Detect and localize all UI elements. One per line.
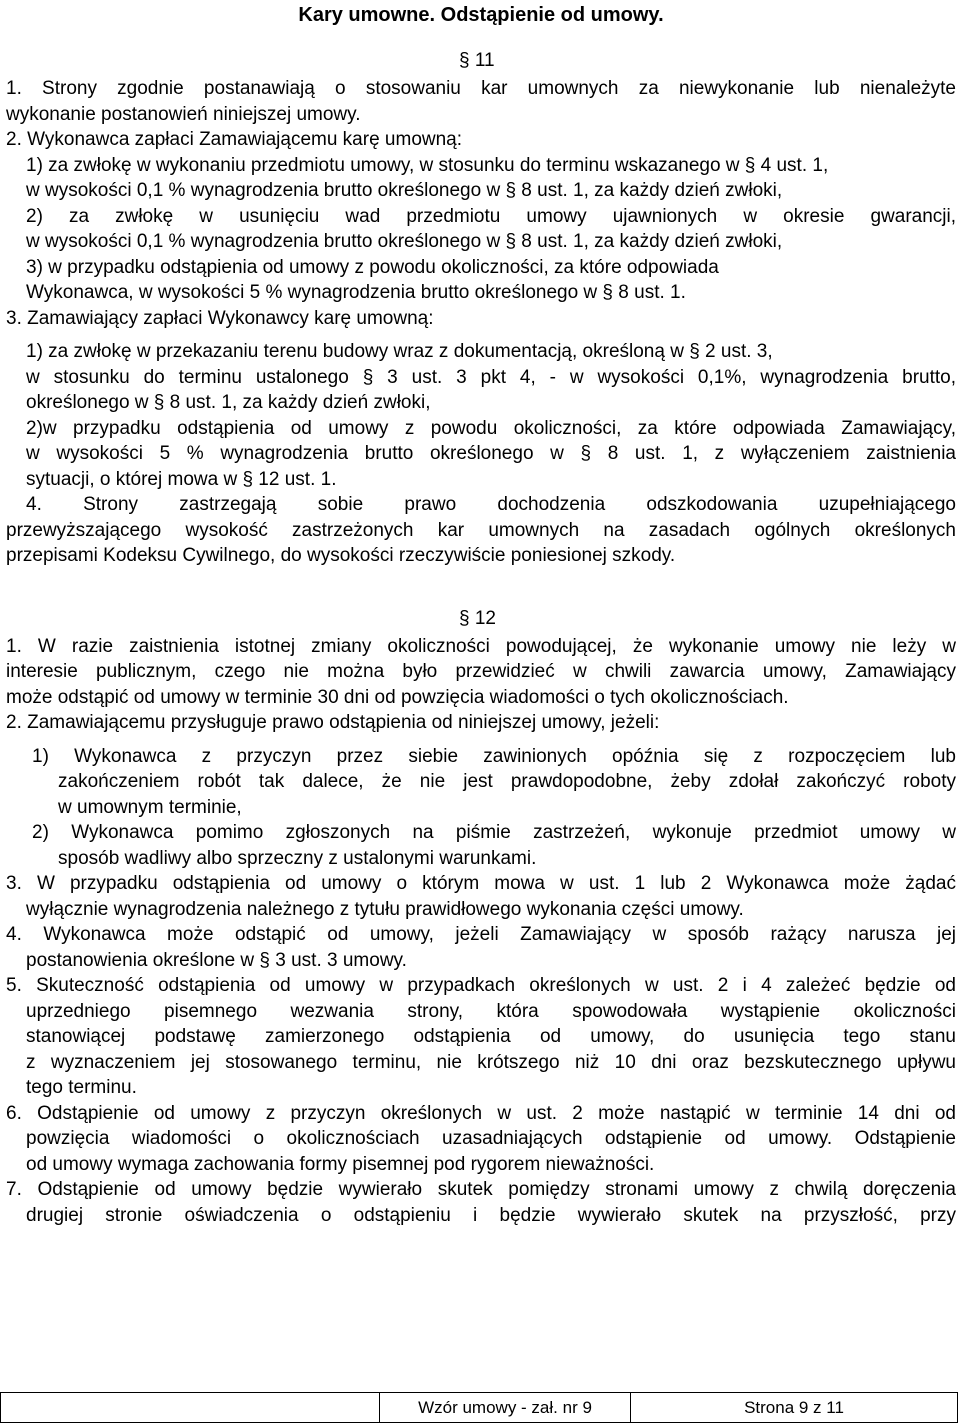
- section-12-body: [6, 634, 956, 1229]
- text-line: w wysokości 0,1 % wynagrodzenia brutto określonego w § 8 ust. 1, za każdy dzień zwłoki,: [26, 180, 783, 201]
- text-line: wykonanie postanowień niniejszej umowy.: [6, 103, 361, 125]
- text-line: w umownym terminie,: [58, 796, 242, 818]
- text-line: w stosunku do terminu ustalonego § 3 ust. 3 pkt 4, - w wysokości 0,1%, wynagrodzenia brutto,: [26, 366, 956, 388]
- text-line: drugiej stronie oświadczenia o odstąpieniu i będzie wywierało skutek na przyszłość, przy: [26, 1204, 956, 1226]
- text-line: 2. Wykonawca zapłaci Zamawiającemu karę umowną:: [6, 129, 463, 150]
- text-line: przewyższającego wysokość zastrzeżonych kar umownych na zasadach ogólnych określonych: [6, 519, 956, 541]
- text-line: tego terminu.: [26, 1077, 137, 1098]
- footer-doc-name: Wzór umowy - zał. nr 9: [379, 1393, 630, 1422]
- text-line: sytuacji, o której mowa w § 12 ust. 1.: [26, 468, 337, 490]
- text-line: stanowiącej podstawę zamierzonego odstąpienia od umowy, do usunięcia tego stanu: [26, 1026, 956, 1047]
- text-line: przepisami Kodeksu Cywilnego, do wysokości rzeczywiście poniesionej szkody.: [6, 545, 676, 566]
- text-line: może odstąpić od umowy w terminie 30 dni od powzięcia wiadomości o tych okolicznościach.: [6, 686, 789, 708]
- text-line: 1. Strony zgodnie postanawiają o stosowaniu kar umownych za niewykonanie lub nienależyte: [6, 78, 956, 99]
- text-line: postanowienia określone w § 3 ust. 3 umowy.: [26, 949, 407, 971]
- text-line: 2)w przypadku odstąpienia od umowy z powodu okoliczności, za które odpowiada Zamawiający,: [26, 417, 956, 439]
- text-line: 2) za zwłokę w usunięciu wad przedmiotu umowy ujawnionych w okresie gwarancji,: [26, 205, 956, 227]
- footer-page-number: Strona 9 z 11: [630, 1393, 957, 1422]
- text-line: w wysokości 0,1 % wynagrodzenia brutto określonego w § 8 ust. 1, za każdy dzień zwłoki,: [26, 231, 783, 252]
- text-line: uprzedniego pisemnego wezwania strony, która spowodowała wystąpienie okoliczności: [26, 1000, 956, 1022]
- text-line: 5. Skuteczność odstąpienia od umowy w przypadkach określonych w ust. 2 i 4 zależeć będzie od: [6, 975, 956, 996]
- text-line: 1) Wykonawca z przyczyn przez siebie zawinionych opóźnia się z rozpoczęciem lub: [32, 745, 956, 767]
- text-line: w wysokości 5 % wynagrodzenia brutto określonego w § 8 ust. 1, z wyłączeniem zaistnienia: [26, 443, 956, 464]
- text-line: 3) w przypadku odstąpienia od umowy z powodu okoliczności, za które odpowiada: [26, 256, 719, 278]
- text-line: 6. Odstąpienie od umowy z przyczyn określonych w ust. 2 może nastąpić w terminie 14 dni od: [6, 1102, 956, 1124]
- text-line: 7. Odstąpienie od umowy będzie wywierało skutek pomiędzy stronami umowy z chwilą doręczenia: [6, 1179, 956, 1200]
- text-line: 1) za zwłokę w wykonaniu przedmiotu umowy, w stosunku do terminu wskazanego w § 4 ust. 1,: [26, 154, 829, 176]
- text-line: 1. W razie zaistnienia istotnej zmiany okoliczności powodującej, że wykonanie umowy nie leży w: [6, 635, 956, 657]
- section-11-body: [6, 76, 956, 569]
- text-line: 2. Zamawiającemu przysługuje prawo odstąpienia od niniejszej umowy, jeżeli:: [6, 712, 660, 733]
- footer-cell-left: [1, 1393, 379, 1422]
- text-line: od umowy wymaga zachowania formy pisemnej pod rygorem nieważności.: [26, 1153, 655, 1175]
- text-line: 2) Wykonawca pomimo zgłoszonych na piśmie zastrzeżeń, wykonuje przedmiot umowy w: [32, 822, 956, 843]
- text-line: 4. Strony zastrzegają sobie prawo dochodzenia odszkodowania uzupełniającego: [26, 494, 956, 515]
- text-line: wyłącznie wynagrodzenia należnego z tytułu prawidłowego wykonania części umowy.: [26, 898, 744, 920]
- text-line: powzięcia wiadomości o okolicznościach uzasadniających odstąpienie od umowy. Odstąpienie: [26, 1128, 956, 1149]
- section-heading-11: § 11: [459, 50, 495, 71]
- text-line: interesie publicznym, czego nie można było przewidzieć w chwili zawarcia umowy, Zamawiający: [6, 661, 956, 682]
- text-line: 3. W przypadku odstąpienia od umowy o którym mowa w ust. 1 lub 2 Wykonawca może żądać: [6, 873, 956, 894]
- text-line: 1) za zwłokę w przekazaniu terenu budowy wraz z dokumentacją, określoną w § 2 ust. 3,: [26, 341, 773, 362]
- text-line: zakończeniem robót tak dalece, że nie jest prawdopodobne, żeby zdołał zakończyć roboty: [58, 771, 956, 792]
- text-line: 4. Wykonawca może odstąpić od umowy, jeżeli Zamawiający w sposób rażący narusza jej: [6, 924, 956, 945]
- text-line: z wyznaczeniem jej stosowanego terminu, nie krótszego niż 10 dni oraz bezskutecznego upływu: [26, 1051, 956, 1073]
- document-title: Kary umowne. Odstąpienie od umowy.: [298, 4, 664, 26]
- text-line: Wykonawca, w wysokości 5 % wynagrodzenia brutto określonego w § 8 ust. 1.: [26, 282, 686, 303]
- page-footer: [0, 1392, 958, 1423]
- text-line: 3. Zamawiający zapłaci Wykonawcy karę umowną:: [6, 307, 434, 329]
- section-heading-12: § 12: [459, 607, 496, 629]
- document-page: [6, 0, 956, 1228]
- text-line: określonego w § 8 ust. 1, za każdy dzień zwłoki,: [26, 392, 431, 413]
- text-line: sposób wadliwy albo sprzeczny z ustalonymi warunkami.: [58, 847, 537, 869]
